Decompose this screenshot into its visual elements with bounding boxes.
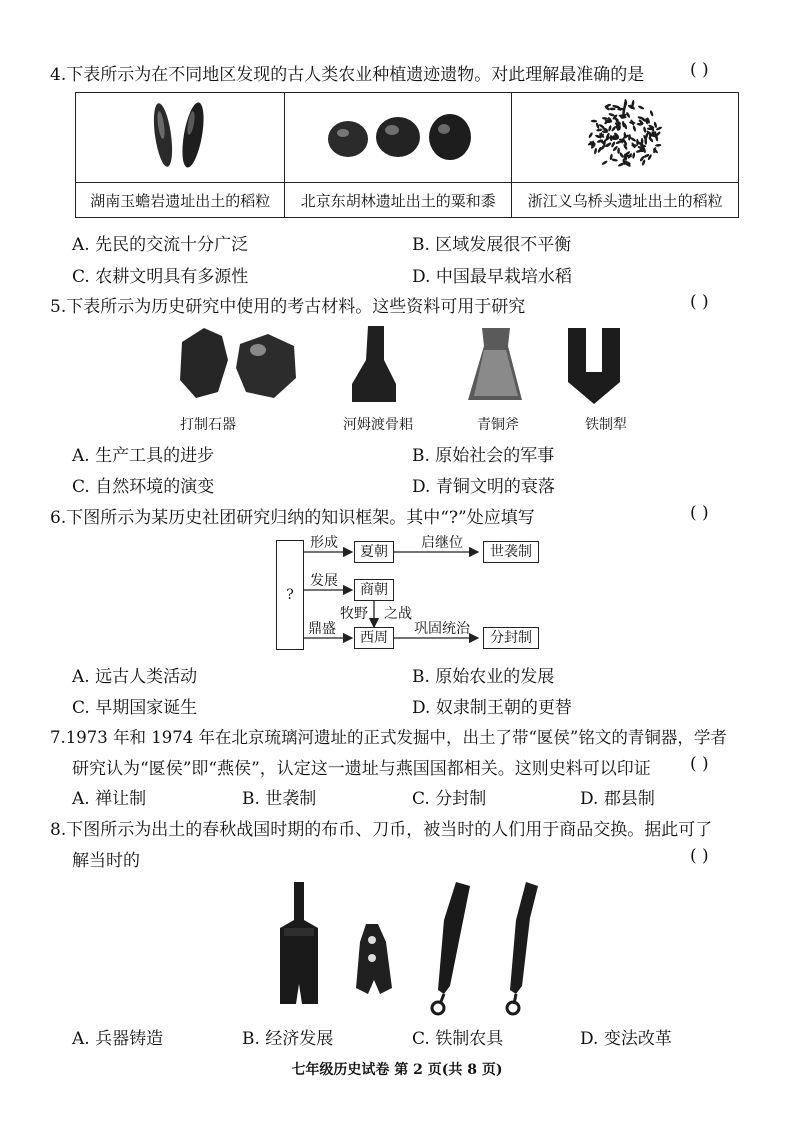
q4-image-millet-donghulin <box>285 93 512 183</box>
q7-option-d: D. 郡县制 <box>580 789 655 809</box>
iron-plough-image <box>568 328 620 404</box>
q5-stem: 5.下表所示为历史研究中使用的考古材料。这些资料可用于研究 <box>50 297 526 317</box>
q4-answer-paren: ( ) <box>690 60 709 80</box>
q7-stem-line1: 7.1973 年和 1974 年在北京琉璃河遗址的正式发掘中，出土了带“匽侯”铭文的青铜器，学者 <box>50 728 727 747</box>
small-spade-coin-image <box>356 924 392 994</box>
spade-coin-image <box>280 882 318 1004</box>
q4-caption-1: 湖南玉蟾岩遗址出土的稻粒 <box>76 183 285 218</box>
q5-option-c: C. 自然环境的演变 <box>72 477 215 497</box>
q5-answer-paren: ( ) <box>690 292 709 312</box>
q6-answer-paren: ( ) <box>690 503 709 523</box>
q6-box-xia: 夏朝 <box>354 541 394 563</box>
q5-caption-1: 打制石器 <box>180 417 236 433</box>
q5-artifacts <box>170 320 650 410</box>
stone-tools-image <box>180 328 296 398</box>
q6-label-zhizhan: 之战 <box>384 606 412 622</box>
q4-image-rice-grains-qiaotou <box>512 93 739 183</box>
q4-caption-2: 北京东胡林遗址出土的粟和黍 <box>285 183 512 218</box>
q4-caption-3: 浙江义乌桥头遗址出土的稻粒 <box>512 183 739 218</box>
q7-answer-paren: ( ) <box>690 754 709 774</box>
q6-label-fazhan: 发展 <box>310 573 338 589</box>
q5-caption-2: 河姆渡骨耜 <box>343 417 413 433</box>
bone-spade-image <box>352 326 396 402</box>
q6-option-a: A. 远古人类活动 <box>72 667 198 687</box>
q6-stem: 6.下图所示为某历史社团研究归纳的知识框架。其中“?”处应填写 <box>50 508 535 528</box>
q6-question-mark: ? <box>286 587 294 603</box>
q8-option-d: D. 变法改革 <box>580 1029 672 1049</box>
q7-option-b: B. 世袭制 <box>242 789 317 809</box>
q8-option-a: A. 兵器铸造 <box>72 1029 164 1049</box>
q5-option-b: B. 原始社会的军事 <box>412 446 555 466</box>
knife-coin-image-1 <box>432 882 470 1014</box>
q5-option-d: D. 青铜文明的衰落 <box>412 477 555 497</box>
q4-option-a: A. 先民的交流十分广泛 <box>72 235 249 255</box>
q4-image-rice-grains-yuchanyan <box>76 93 285 183</box>
q6-box-shang: 商朝 <box>354 579 394 601</box>
page-footer: 七年级历史试卷 第 2 页(共 8 页) <box>291 1062 503 1078</box>
q8-stem-line1: 8.下图所示为出土的春秋战国时期的布币、刀币，被当时的人们用于商品交换。据此可了 <box>50 820 713 840</box>
q5-caption-4: 铁制犁 <box>585 417 627 433</box>
q4-option-d: D. 中国最早栽培水稻 <box>412 267 572 287</box>
q8-stem-line2: 解当时的 <box>72 851 140 871</box>
bronze-axe-image <box>468 328 522 400</box>
q7-option-a: A. 禅让制 <box>72 789 147 809</box>
q6-box-shixi: 世袭制 <box>483 541 539 563</box>
q5-option-a: A. 生产工具的进步 <box>72 446 215 466</box>
q8-coins-image <box>278 876 558 1016</box>
q8-answer-paren: ( ) <box>690 846 709 866</box>
q6-option-c: C. 早期国家诞生 <box>72 698 198 718</box>
q7-stem-line2: 研究认为“匽侯”即“燕侯”，认定这一遗址与燕国国都相关。这则史料可以印证 <box>72 759 651 779</box>
q4-stem: 4.下表所示为在不同地区发现的古人类农业种植遗迹遗物。对此理解最准确的是 <box>50 65 645 85</box>
q6-box-xizhou: 西周 <box>354 627 394 649</box>
q4-table <box>75 92 739 218</box>
q6-label-qijiwei: 启继位 <box>421 535 463 551</box>
q4-option-c: C. 农耕文明具有多源性 <box>72 267 249 287</box>
q6-label-xingcheng: 形成 <box>310 535 338 551</box>
q8-option-b: B. 经济发展 <box>242 1029 334 1049</box>
knife-coin-image-2 <box>507 882 538 1014</box>
q5-caption-3: 青铜斧 <box>477 417 519 433</box>
q6-question-box <box>276 540 304 650</box>
q6-label-muye: 牧野 <box>340 606 368 622</box>
q6-option-d: D. 奴隶制王朝的更替 <box>412 698 572 718</box>
q6-label-gonggu: 巩固统治 <box>414 621 470 637</box>
q7-option-c: C. 分封制 <box>412 789 487 809</box>
q4-option-b: B. 区域发展很不平衡 <box>412 235 572 255</box>
q6-box-fenfeng: 分封制 <box>483 627 539 649</box>
q6-label-dingsheng: 鼎盛 <box>308 621 336 637</box>
q8-option-c: C. 铁制农具 <box>412 1029 504 1049</box>
q6-option-b: B. 原始农业的发展 <box>412 667 555 687</box>
